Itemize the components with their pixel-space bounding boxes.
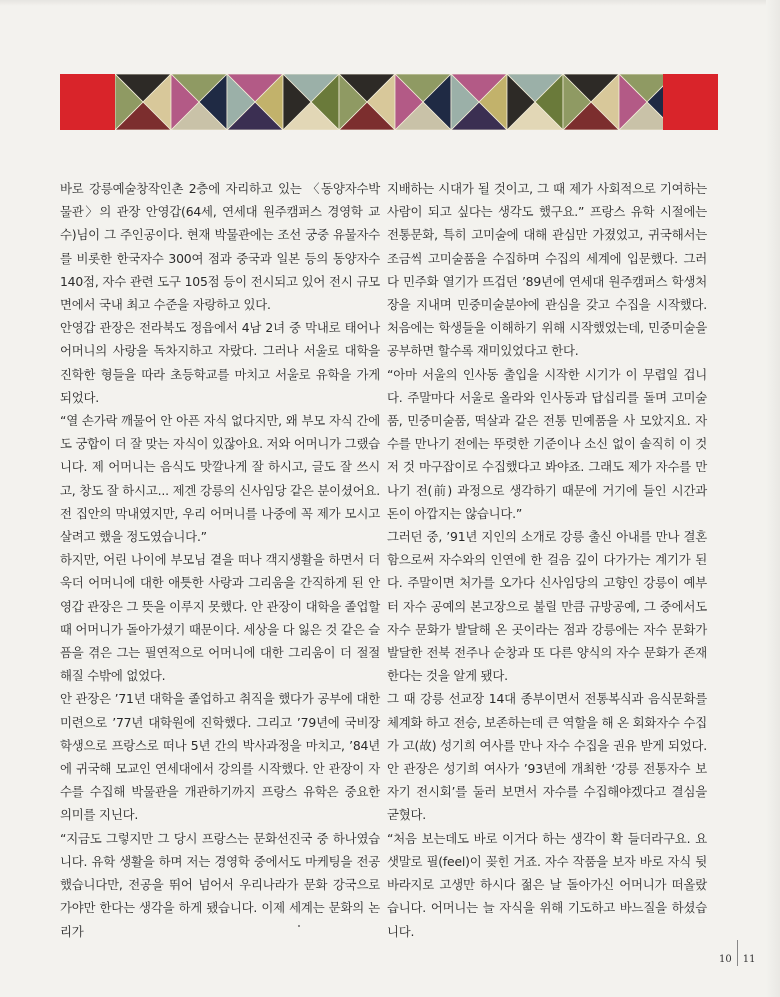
quote-paragraph: “지금도 그렇지만 그 당시 프랑스는 문화선진국 중 하나였습니다. 유학 생활을 하며 저는 경영학 중에서도 마케팅을 전공했습니다만, 전공을 뛰어 넘어서 우리나라가 문화 강국으로 가야만 한다는 생각을 하게 됐습니다. 이제 세계는 문화의 논리가 xyxy=(60,830,380,939)
paragraph: 바로 강릉예술창작인촌 2층에 자리하고 있는 〈동양자수박물관〉의 관장 안영갑(64세, 연세대 원주캠퍼스 경영학 교수)님이 그 주인공이다. 현재 박물관에는 조선 궁중 유물자수를 비롯한 한국자수 300여 점과 중국과 일본 등의 동양자수 140점, 자수 관련 도구 105점 등이 전시되고 있어 전시 규모면에서 국내 최고 수준을 자랑하고 있다. xyxy=(60,181,380,313)
print-dot xyxy=(298,925,300,927)
paragraph: 그 때 강릉 선교장 14대 종부이면서 전통복식과 음식문화를 체계화 하고 전승, 보존하는데 큰 역할을 해 온 회화자수 수집가 고(故) 성기희 여사를 만나 자수 수집을 권유 받게 되었다. 안 관장은 성기희 여사가 ’93년에 개최한 ‘강릉 전통자수 보자기 전시회’를 둘러 보면서 자수를 수집해야겠다고 결심을 굳혔다. xyxy=(387,691,707,823)
banner-red-block-left xyxy=(60,74,115,130)
left-column xyxy=(60,177,380,943)
quilt-banner xyxy=(60,74,718,130)
paragraph: 안 관장은 ’71년 대학을 졸업하고 취직을 했다가 공부에 대한 미련으로 ’77년 대학원에 진학했다. 그리고 ’79년에 국비장학생으로 프랑스로 떠나 5년 간의 박사과정을 마치고, ’84년에 귀국해 모교인 연세대에서 강의를 시작했다. 안 관장이 자수를 수집해 박물관을 개관하기까지 프랑스 유학은 중요한 의미를 지닌다. xyxy=(60,691,380,823)
page-gutter-shadow xyxy=(766,0,780,997)
page-number-right: 11 xyxy=(742,953,756,965)
page-number-left: 10 xyxy=(719,953,732,965)
paragraph: 하지만, 어린 나이에 부모님 곁을 떠나 객지생활을 하면서 더욱더 어머니에 대한 애틋한 사랑과 그리움을 간직하게 된 안영갑 관장은 그 뜻을 이루지 못했다. 안 관장이 대학을 졸업할 때 어머니가 돌아가셨기 때문이다. 세상을 다 잃은 것 같은 슬픔을 겪은 그는 필연적으로 어머니에 대한 그리움이 더 절절해질 수밖에 없었다. xyxy=(60,552,380,684)
quote-paragraph: “아마 서울의 인사동 출입을 시작한 시기가 이 무렵일 겁니다. 주말마다 서울로 올라와 인사동과 답십리를 돌며 고미술품, 민중미술품, 떡살과 같은 전통 민예품을 사 모았지요. 자수를 만나기 전에는 뚜렷한 기준이나 소신 없이 솔직히 이 것 저 것 마구잡이로 수집했다고 봐야죠. 그래도 제가 자수를 만나기 전(前) 과정으로 생각하기 때문에 거기에 들인 시간과 돈이 아깝지는 않습니다.” xyxy=(387,366,707,521)
quilt-pattern xyxy=(115,74,663,130)
right-column xyxy=(387,177,707,943)
quilt-pattern-graphic xyxy=(115,74,663,130)
quote-paragraph: “처음 보는데도 바로 이거다 하는 생각이 확 들더라구요. 요샛말로 필(feel)이 꽂힌 거죠. 자수 작품을 보자 바로 자식 뒷바라지로 고생만 하시다 젊은 날 돌아가신 어머니가 떠올랐습니다. 어머니는 늘 자식을 위해 기도하고 바느질을 하셨습니다. xyxy=(387,830,707,939)
paragraph: 안영갑 관장은 전라북도 정읍에서 4남 2녀 중 막내로 태어나 어머니의 사랑을 독차지하고 자랐다. 그러나 서울로 대학을 진학한 형들을 따라 초등학교를 마치고 서울로 유학을 가게 되었다. xyxy=(60,320,380,405)
quote-paragraph: “열 손가락 깨물어 안 아픈 자식 없다지만, 왜 부모 자식 간에도 궁합이 더 잘 맞는 자식이 있잖아요. 저와 어머니가 그랬습니다. 제 어머니는 음식도 맛깔나게 잘 하시고, 글도 잘 쓰시고, 창도 잘 하시고... 제겐 강릉의 신사임당 같은 분이셨어요. 전 집안의 막내였지만, 우리 어머니를 나중에 꼭 제가 모시고 살려고 했을 정도였습니다.” xyxy=(60,413,380,545)
banner-red-block-right xyxy=(663,74,718,130)
page-edge xyxy=(0,0,780,6)
paragraph: 그러던 중, ’91년 지인의 소개로 강릉 출신 아내를 만나 결혼함으로써 자수와의 인연에 한 걸음 깊이 다가가는 계기가 된다. 주말이면 처가를 오가다 신사임당의 고향인 강릉이 예부터 자수 공예의 본고장으로 불릴 만큼 규방공예, 그 중에서도 자수 문화가 발달해 온 곳이라는 점과 강릉에는 자수 문화가 발달한 전북 전주나 순창과 또 다른 양식의 자수 문화가 존재한다는 것을 알게 됐다. xyxy=(387,529,707,684)
page-numbers xyxy=(719,946,755,972)
page-number-divider xyxy=(737,940,738,966)
paragraph: 지배하는 시대가 될 것이고, 그 때 제가 사회적으로 기여하는 사람이 되고 싶다는 생각도 했구요.” 프랑스 유학 시절에는 전통문화, 특히 고미술에 대해 관심만 가졌었고, 귀국해서는 조금씩 고미술품을 수집하며 수집의 세계에 입문했다. 그러다 민주화 열기가 뜨겁던 ’89년에 연세대 원주캠퍼스 학생처장을 지내며 민중미술분야에 관심을 갖고 수집을 시작했다. 처음에는 학생들을 이해하기 위해 시작했었는데, 민중미술을 공부하면 할수록 재미있었다고 한다. xyxy=(387,181,707,359)
